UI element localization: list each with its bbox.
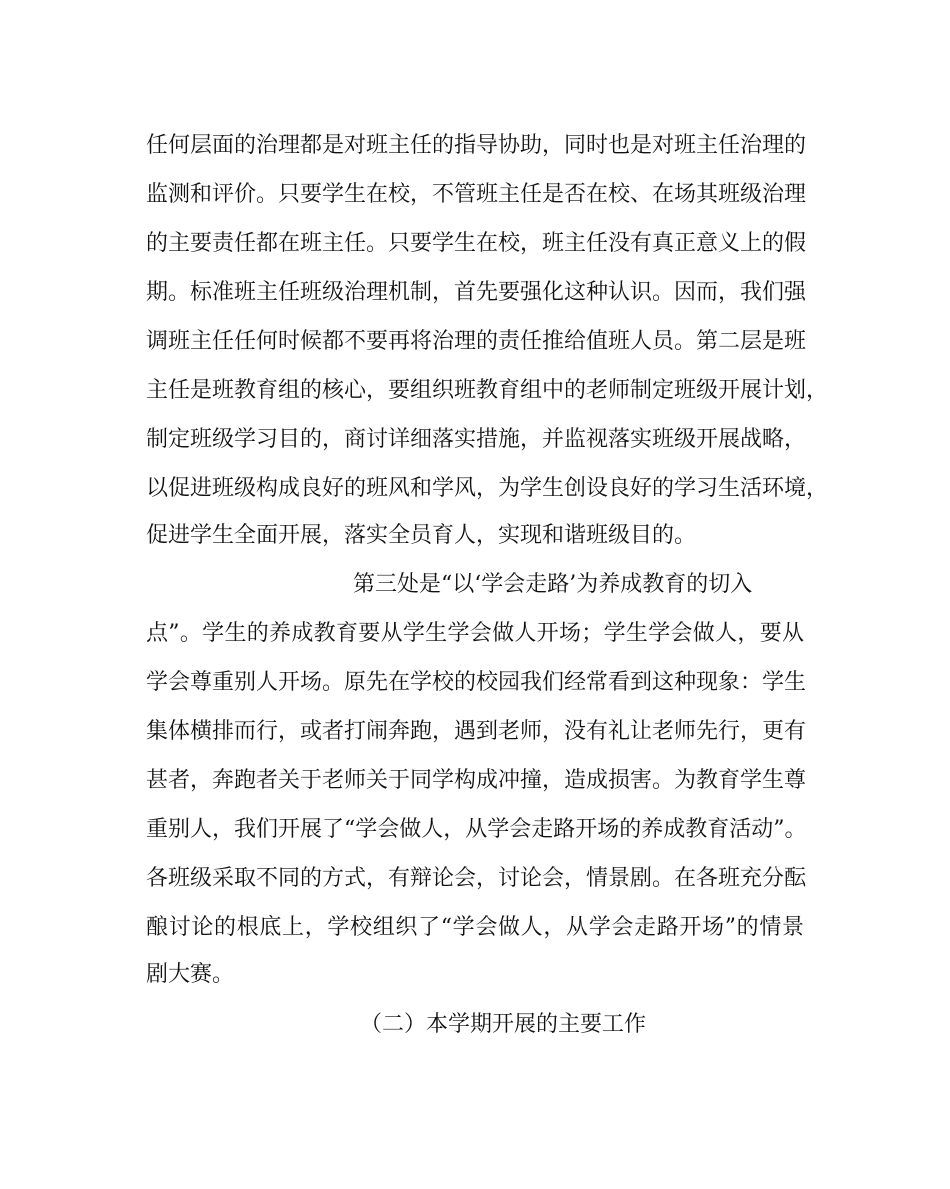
paragraph-line: 的主要责任都在班主任。只要学生在校，班主任没有真正意义上的假 (146, 231, 807, 256)
paragraph-line: 以促进班级构成良好的班风和学风，为学生创设良好的学习生活环境， (146, 476, 829, 501)
paragraph-line: 重别人，我们开展了“学会做人，从学会走路开场的养成教育活动”。 (146, 817, 807, 842)
paragraph-indented-line: 第三处是“以‘学会走路’为养成教育的切入 (353, 572, 753, 597)
paragraph-line: 期。标准班主任班级治理机制，首先要强化这种认识。因而，我们强 (146, 280, 807, 305)
paragraph-line: 点”。学生的养成教育要从学生学会做人开场；学生学会做人，要从 (146, 621, 804, 646)
paragraph-line: 主任是班教育组的核心，要组织班教育组中的老师制定班级开展计划， (146, 378, 829, 403)
paragraph-line: 各班级采取不同的方式，有辩论会，讨论会，情景剧。在各班充分酝 (146, 866, 807, 891)
paragraph-line: 集体横排而行，或者打闹奔跑，遇到老师，没有礼让老师先行，更有 (146, 719, 807, 744)
paragraph-line: 促进学生全面开展，落实全员育人，实现和谐班级目的。 (146, 523, 697, 548)
paragraph-line: 调班主任任何时候都不要再将治理的责任推给值班人员。第二层是班 (146, 329, 807, 354)
paragraph-line: 学会尊重别人开场。原先在学校的校园我们经常看到这种现象：学生 (146, 670, 807, 695)
section-heading: （二）本学期开展的主要工作 (360, 1012, 647, 1037)
paragraph-line: 制定班级学习目的，商讨详细落实措施，并监视落实班级开展战略， (146, 427, 807, 452)
paragraph-line: 任何层面的治理都是对班主任的指导协助，同时也是对班主任治理的 (146, 133, 807, 158)
paragraph-line: 监测和评价。只要学生在校，不管班主任是否在校、在场其班级治理 (146, 182, 807, 207)
paragraph-line: 甚者，奔跑者关于老师关于同学构成冲撞，造成损害。为教育学生尊 (146, 768, 807, 793)
paragraph-line: 酿讨论的根底上，学校组织了“学会做人，从学会走路开场”的情景 (146, 915, 804, 940)
paragraph-line: 剧大赛。 (146, 962, 235, 987)
